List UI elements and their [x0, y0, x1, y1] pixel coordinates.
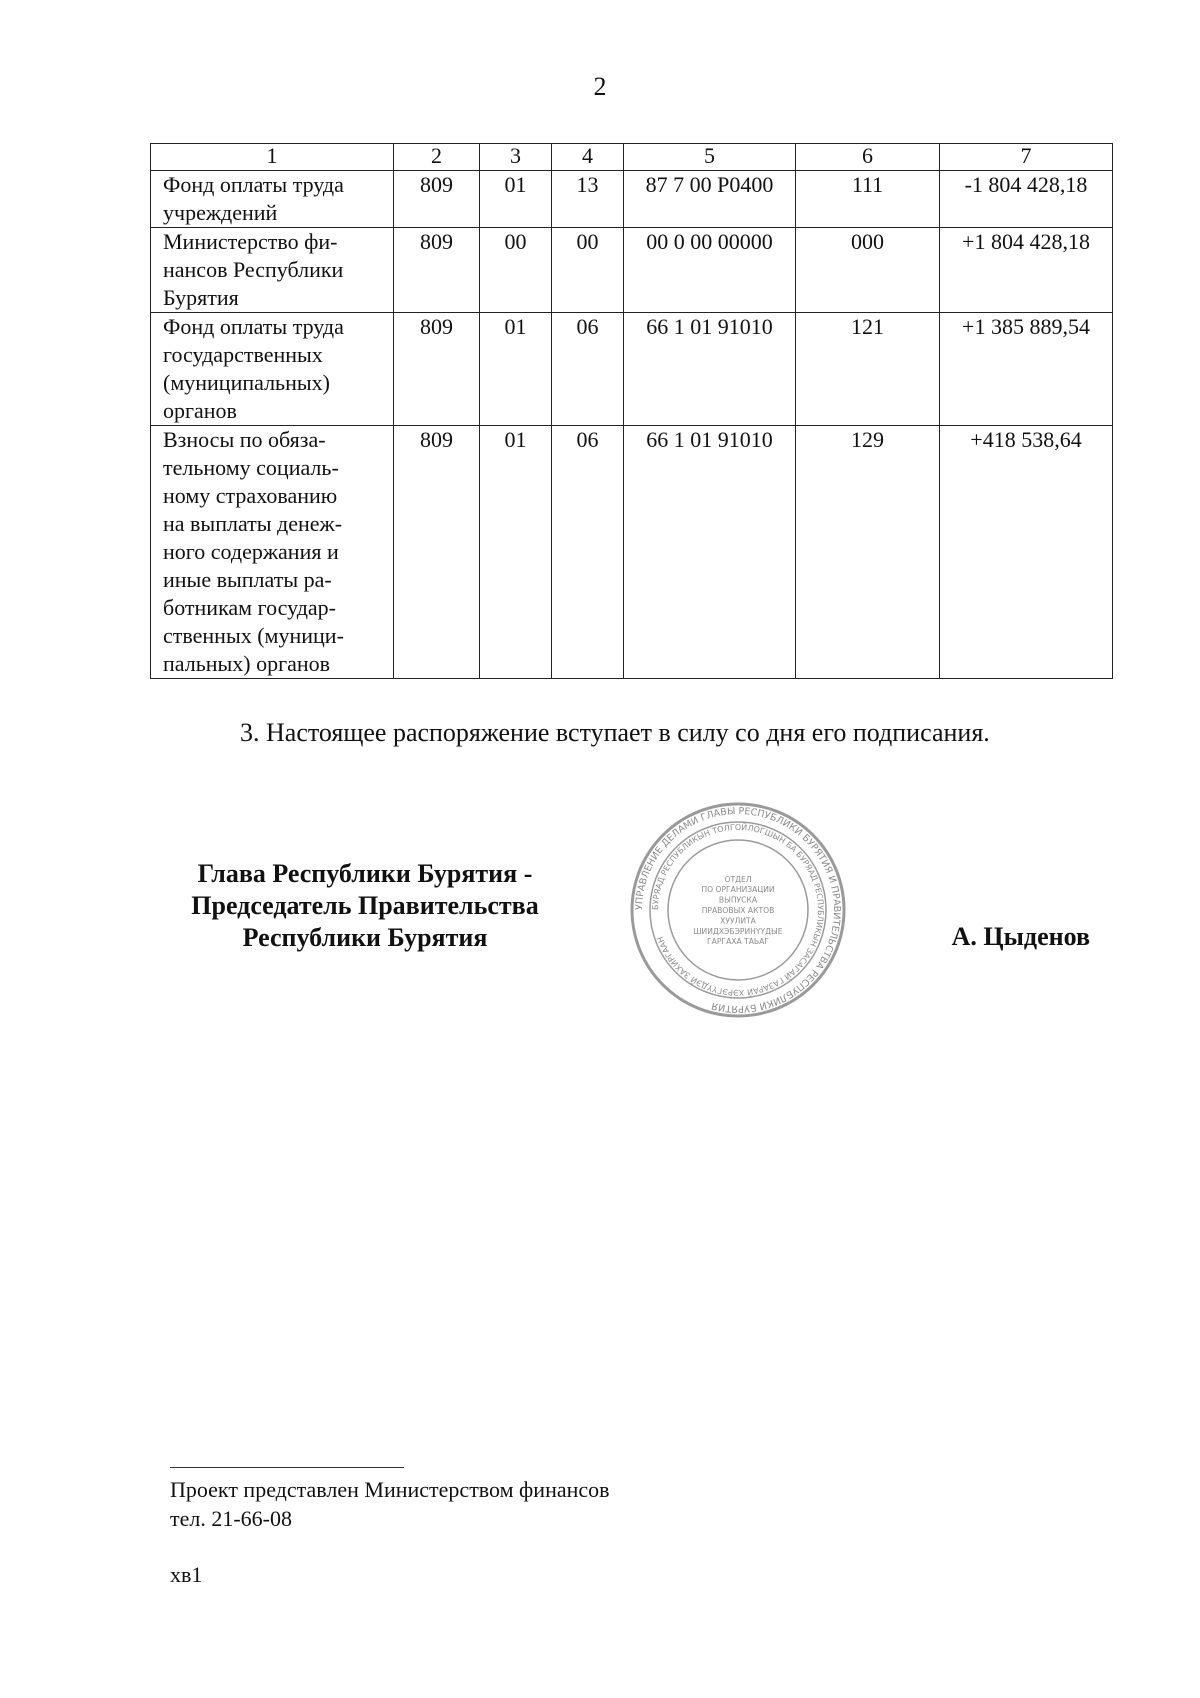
signer-title-line: Председатель Правительства — [191, 891, 539, 920]
document-code: хв1 — [170, 1562, 203, 1587]
official-seal — [628, 800, 848, 1020]
row-item-name-line: тельному социаль- — [163, 455, 339, 480]
table-row — [151, 228, 1113, 313]
cell-c7: +1 804 428,18 — [940, 228, 1113, 313]
cell-c2: 809 — [394, 228, 480, 313]
cell-c2: 809 — [394, 313, 480, 426]
cell-c3: 01 — [480, 313, 552, 426]
cell-c6: 000 — [796, 228, 940, 313]
budget-table — [150, 143, 1113, 679]
row-item-name-line: Бурятия — [163, 285, 239, 310]
signer-title-line: Республики Бурятия — [242, 923, 488, 952]
cell-c5: 00 0 00 00000 — [624, 228, 796, 313]
row-item-name-line: ному страхованию — [163, 483, 338, 508]
cell-c6: 129 — [796, 426, 940, 679]
cell-c2: 809 — [394, 426, 480, 679]
footnote-divider — [170, 1467, 404, 1468]
row-item-name-line: государственных — [163, 342, 323, 367]
cell-c4: 06 — [552, 313, 624, 426]
cell-c4: 06 — [552, 426, 624, 679]
column-header: 5 — [624, 144, 796, 171]
cell-c3: 01 — [480, 171, 552, 228]
seal-center-line: ВЫПУСКА — [718, 895, 758, 905]
row-item-name-line: ственных (муници- — [163, 623, 344, 648]
row-item-name-line: ботникам государ- — [163, 595, 337, 620]
table-row — [151, 426, 1113, 679]
signer-name: А. Цыденов — [951, 922, 1090, 951]
row-item-name — [151, 228, 394, 313]
cell-c3: 00 — [480, 228, 552, 313]
column-header: 1 — [151, 144, 394, 171]
footnote-line-2: тел. 21-66-08 — [170, 1506, 293, 1531]
cell-c2: 809 — [394, 171, 480, 228]
cell-c4: 13 — [552, 171, 624, 228]
signer-title-line: Глава Республики Бурятия - — [197, 859, 533, 888]
seal-center-line: ШИИДХЭБЭРИНҮҮДЫЕ — [693, 926, 783, 936]
row-item-name-line: Министерство фи- — [163, 229, 338, 254]
row-item-name-line: Взносы по обяза- — [163, 427, 326, 452]
row-item-name-line: нансов Республики — [163, 257, 344, 282]
seal-center-line: ПРАВОВЫХ АКТОВ — [701, 906, 775, 915]
column-header: 2 — [394, 144, 480, 171]
column-header: 7 — [940, 144, 1113, 171]
cell-c6: 111 — [796, 171, 940, 228]
footnote-line-1: Проект представлен Министерством финансов — [170, 1477, 610, 1502]
cell-c3: 01 — [480, 426, 552, 679]
cell-c7: -1 804 428,18 — [940, 171, 1113, 228]
seal-center-line: ПО ОРГАНИЗАЦИИ — [701, 885, 775, 895]
column-header: 6 — [796, 144, 940, 171]
row-item-name — [151, 426, 394, 679]
page-number: 2 — [593, 72, 607, 101]
seal-center-text — [693, 875, 782, 946]
cell-c6: 121 — [796, 313, 940, 426]
table-row — [151, 171, 1113, 228]
table-row — [151, 313, 1113, 426]
row-item-name — [151, 313, 394, 426]
cell-c7: +418 538,64 — [940, 426, 1113, 679]
seal-inner-text: БУРЯАД РЕСПУБЛИКЫН ТОЛГОЙЛОГШЫН БА БУРЯАД РЕСПУБЛИКЫН ЗАСАГАЙ ГАЗАРАЙ ХЭРЭГҮҮДЭЙ ЗАХИРГААН — [650, 822, 826, 998]
row-item-name-line: на выплаты денеж- — [163, 511, 343, 536]
row-item-name-line: иные выплаты ра- — [163, 567, 332, 592]
row-item-name-line: пальных) органов — [163, 651, 331, 676]
column-header: 4 — [552, 144, 624, 171]
row-item-name-line: Фонд оплаты труда — [163, 314, 344, 339]
seal-center-line: ГАРГАХА ТАЬАГ — [707, 937, 769, 947]
seal-center-line: ОТДЕЛ — [724, 874, 752, 884]
cell-c4: 00 — [552, 228, 624, 313]
row-item-name — [151, 171, 394, 228]
column-header: 3 — [480, 144, 552, 171]
cell-c5: 66 1 01 91010 — [624, 426, 796, 679]
row-item-name-line: учреждений — [163, 200, 278, 225]
row-item-name-line: органов — [163, 398, 237, 423]
cell-c5: 87 7 00 Р0400 — [624, 171, 796, 228]
table-header-row — [151, 144, 1113, 171]
row-item-name-line: ного содержания и — [163, 539, 339, 564]
seal-center-line: ХУУЛИТА — [720, 916, 756, 926]
cell-c5: 66 1 01 91010 — [624, 313, 796, 426]
signer-title — [150, 858, 580, 954]
clause-3: 3. Настоящее распоряжение вступает в силу со дня его подписания. — [240, 718, 990, 747]
row-item-name-line: Фонд оплаты труда — [163, 172, 344, 197]
seal-outer-text: УПРАВЛЕНИЕ ДЕЛАМИ ГЛАВЫ РЕСПУБЛИКИ БУРЯТИЯ И ПРАВИТЕЛЬСТВА РЕСПУБЛИКИ БУРЯТИЯ — [633, 805, 843, 1015]
row-item-name-line: (муниципальных) — [163, 370, 330, 395]
cell-c7: +1 385 889,54 — [940, 313, 1113, 426]
footnote — [170, 1475, 610, 1533]
